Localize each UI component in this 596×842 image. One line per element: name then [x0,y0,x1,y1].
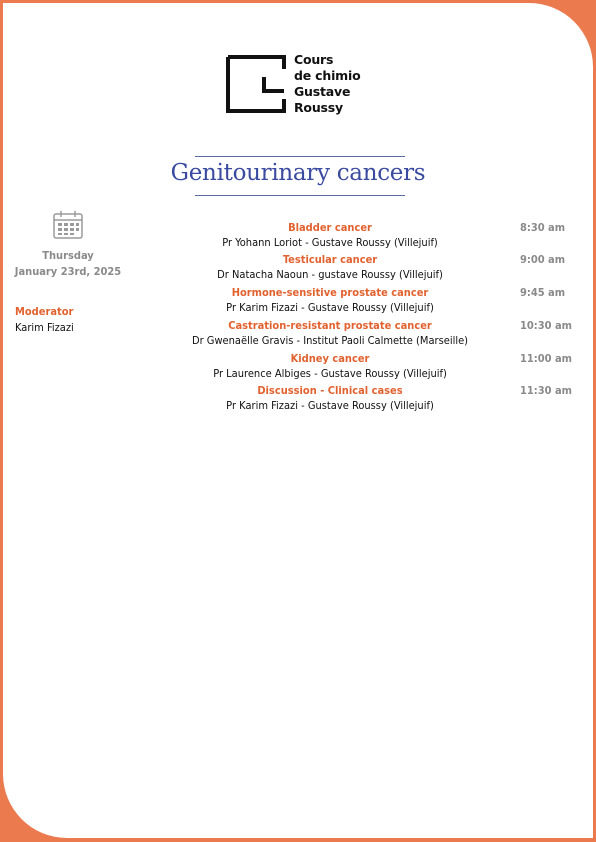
title-rule-top [195,156,405,157]
title-rule-bottom [195,195,405,196]
session-item [160,252,500,282]
session-time: 9:45 am [520,286,566,299]
session-title: Testicular cancer [282,253,378,266]
logo-line: Gustave [294,84,351,99]
session-speaker: Dr Gwenaëlle Gravis - Institut Paoli Calmette (Marseille) [191,334,469,347]
session-item [160,285,500,315]
page-number: 7 [559,814,566,827]
logo-line: Cours [294,52,334,67]
calendar-icon [52,210,84,240]
session-time: 11:00 am [520,352,572,365]
moderator-name: Karim Fizazi [15,321,74,334]
session-item [160,351,500,381]
logo-text [294,52,360,116]
session-speaker: Pr Yohann Loriot - Gustave Roussy (Villejuif) [222,236,438,249]
session-title: Kidney cancer [290,352,370,365]
session-title: Bladder cancer [288,221,372,234]
session-title: Discussion - Clinical cases [257,384,403,397]
session-item [160,318,500,348]
session-speaker: Dr Natacha Naoun - gustave Roussy (Villejuif) [217,268,443,281]
event-day: Thursday [42,249,94,262]
session-speaker: Pr Karim Fizazi - Gustave Roussy (Villejuif) [226,301,434,314]
session-speaker: Pr Laurence Albiges - Gustave Roussy (Villejuif) [213,367,447,380]
logo-mark-icon [226,55,288,113]
session-time: 9:00 am [520,253,566,266]
session-item [160,220,500,250]
logo-line: de chimio [294,68,361,83]
session-title: Hormone-sensitive prostate cancer [231,286,429,299]
logo [226,52,376,117]
session-title: Castration-resistant prostate cancer [228,319,432,332]
session-time: 10:30 am [520,319,572,332]
page-title: Genitourinary cancers [170,160,426,186]
event-date: January 23rd, 2025 [14,265,122,278]
session-time: 11:30 am [520,384,572,397]
moderator-label: Moderator [15,305,74,318]
session-item [160,383,500,413]
page [3,3,593,838]
session-speaker: Pr Karim Fizazi - Gustave Roussy (Villejuif) [226,399,434,412]
logo-line: Roussy [294,100,343,115]
session-time: 8:30 am [520,221,566,234]
